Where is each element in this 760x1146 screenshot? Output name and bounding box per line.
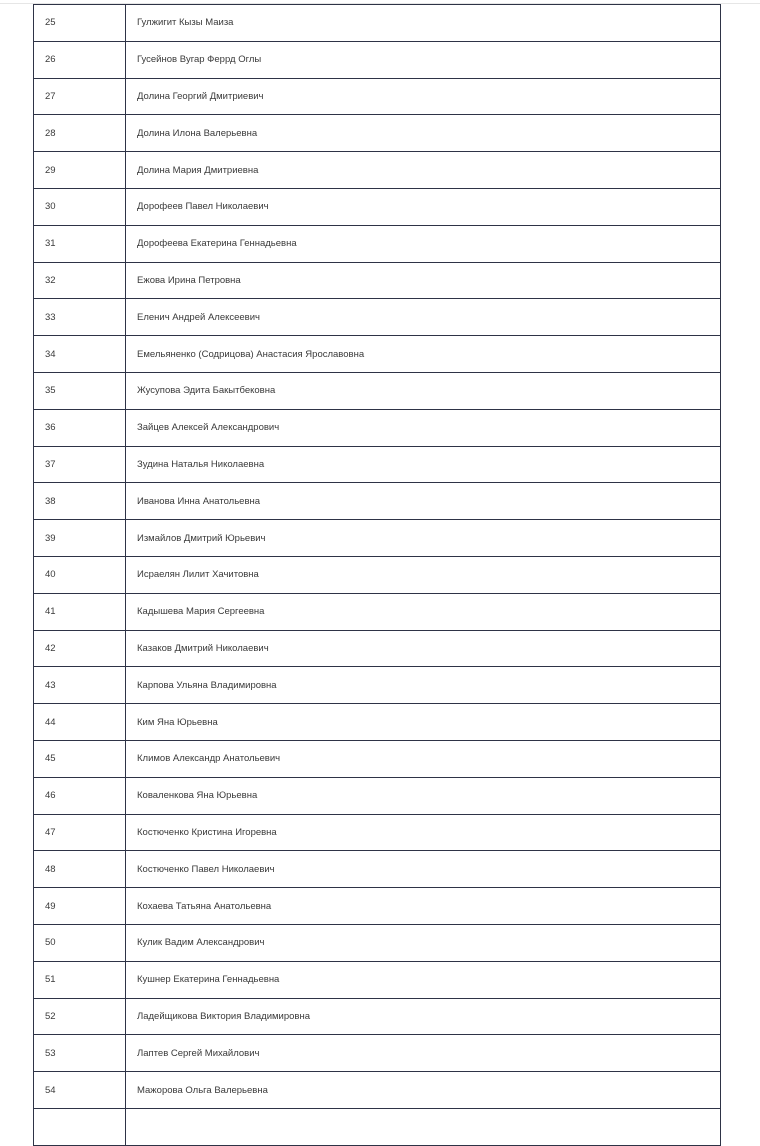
row-number-cell: 39	[34, 520, 126, 557]
row-number-cell: 52	[34, 998, 126, 1035]
full-name-cell: Костюченко Павел Николаевич	[126, 851, 721, 888]
table-row	[34, 630, 721, 667]
row-number-cell: 46	[34, 777, 126, 814]
participants-table-container	[33, 4, 719, 1146]
full-name-cell: Мажорова Ольга Валерьевна	[126, 1072, 721, 1109]
full-name-cell: Кулик Вадим Александрович	[126, 924, 721, 961]
full-name-cell: Долина Георгий Дмитриевич	[126, 78, 721, 115]
table-row	[34, 1072, 721, 1109]
full-name-cell: Гулжигит Кызы Маиза	[126, 5, 721, 42]
table-row	[34, 1035, 721, 1072]
full-name-cell: Ежова Ирина Петровна	[126, 262, 721, 299]
full-name-cell: Климов Александр Анатольевич	[126, 740, 721, 777]
row-number-cell: 35	[34, 372, 126, 409]
full-name-cell: Лаптев Сергей Михайлович	[126, 1035, 721, 1072]
table-row	[34, 41, 721, 78]
row-number-cell: 38	[34, 483, 126, 520]
row-number-cell: 44	[34, 704, 126, 741]
row-number-cell: 41	[34, 593, 126, 630]
row-number-cell: 51	[34, 961, 126, 998]
row-number-cell: 50	[34, 924, 126, 961]
full-name-cell: Долина Мария Дмитриевна	[126, 152, 721, 189]
table-row	[34, 409, 721, 446]
full-name-cell: Еленич Андрей Алексеевич	[126, 299, 721, 336]
table-row	[34, 299, 721, 336]
row-number-cell: 48	[34, 851, 126, 888]
row-number-cell: 25	[34, 5, 126, 42]
table-row	[34, 78, 721, 115]
row-number-cell: 26	[34, 41, 126, 78]
row-number-cell: 34	[34, 336, 126, 373]
full-name-cell: Кохаева Татьяна Анатольевна	[126, 888, 721, 925]
full-name-cell: Ким Яна Юрьевна	[126, 704, 721, 741]
row-number-cell: 30	[34, 188, 126, 225]
full-name-cell: Ладейщикова Виктория Владимировна	[126, 998, 721, 1035]
table-row	[34, 1108, 721, 1145]
full-name-cell: Исраелян Лилит Хачитовна	[126, 556, 721, 593]
table-row	[34, 5, 721, 42]
table-row	[34, 372, 721, 409]
table-row	[34, 777, 721, 814]
table-row	[34, 924, 721, 961]
table-row	[34, 888, 721, 925]
table-row	[34, 446, 721, 483]
table-body	[34, 5, 721, 1146]
row-number-cell: 37	[34, 446, 126, 483]
full-name-cell: Карпова Ульяна Владимировна	[126, 667, 721, 704]
full-name-cell: Казаков Дмитрий Николаевич	[126, 630, 721, 667]
full-name-cell: Дорофеев Павел Николаевич	[126, 188, 721, 225]
full-name-cell: Зайцев Алексей Александрович	[126, 409, 721, 446]
full-name-cell: Гусейнов Вугар Феррд Оглы	[126, 41, 721, 78]
row-number-cell	[34, 1108, 126, 1145]
full-name-cell: Измайлов Дмитрий Юрьевич	[126, 520, 721, 557]
table-row	[34, 115, 721, 152]
table-row	[34, 520, 721, 557]
row-number-cell: 43	[34, 667, 126, 704]
row-number-cell: 36	[34, 409, 126, 446]
participants-table	[33, 4, 721, 1146]
full-name-cell: Дорофеева Екатерина Геннадьевна	[126, 225, 721, 262]
table-row	[34, 556, 721, 593]
table-row	[34, 851, 721, 888]
table-row	[34, 336, 721, 373]
table-row	[34, 814, 721, 851]
full-name-cell: Костюченко Кристина Игоревна	[126, 814, 721, 851]
row-number-cell: 47	[34, 814, 126, 851]
row-number-cell: 40	[34, 556, 126, 593]
full-name-cell: Коваленкова Яна Юрьевна	[126, 777, 721, 814]
full-name-cell: Кадышева Мария Сергеевна	[126, 593, 721, 630]
row-number-cell: 33	[34, 299, 126, 336]
row-number-cell: 28	[34, 115, 126, 152]
full-name-cell: Емельяненко (Содрицова) Анастасия Ярославовна	[126, 336, 721, 373]
table-row	[34, 593, 721, 630]
row-number-cell: 32	[34, 262, 126, 299]
table-row	[34, 152, 721, 189]
table-row	[34, 667, 721, 704]
full-name-cell: Жусупова Эдита Бакытбековна	[126, 372, 721, 409]
row-number-cell: 29	[34, 152, 126, 189]
row-number-cell: 45	[34, 740, 126, 777]
row-number-cell: 31	[34, 225, 126, 262]
row-number-cell: 53	[34, 1035, 126, 1072]
row-number-cell: 27	[34, 78, 126, 115]
full-name-cell: Долина Илона Валерьевна	[126, 115, 721, 152]
table-row	[34, 961, 721, 998]
table-row	[34, 188, 721, 225]
row-number-cell: 54	[34, 1072, 126, 1109]
full-name-cell: Иванова Инна Анатольевна	[126, 483, 721, 520]
full-name-cell: Кушнер Екатерина Геннадьевна	[126, 961, 721, 998]
full-name-cell	[126, 1108, 721, 1145]
table-row	[34, 740, 721, 777]
table-row	[34, 262, 721, 299]
table-row	[34, 483, 721, 520]
full-name-cell: Зудина Наталья Николаевна	[126, 446, 721, 483]
row-number-cell: 42	[34, 630, 126, 667]
table-row	[34, 998, 721, 1035]
table-row	[34, 225, 721, 262]
row-number-cell: 49	[34, 888, 126, 925]
table-row	[34, 704, 721, 741]
